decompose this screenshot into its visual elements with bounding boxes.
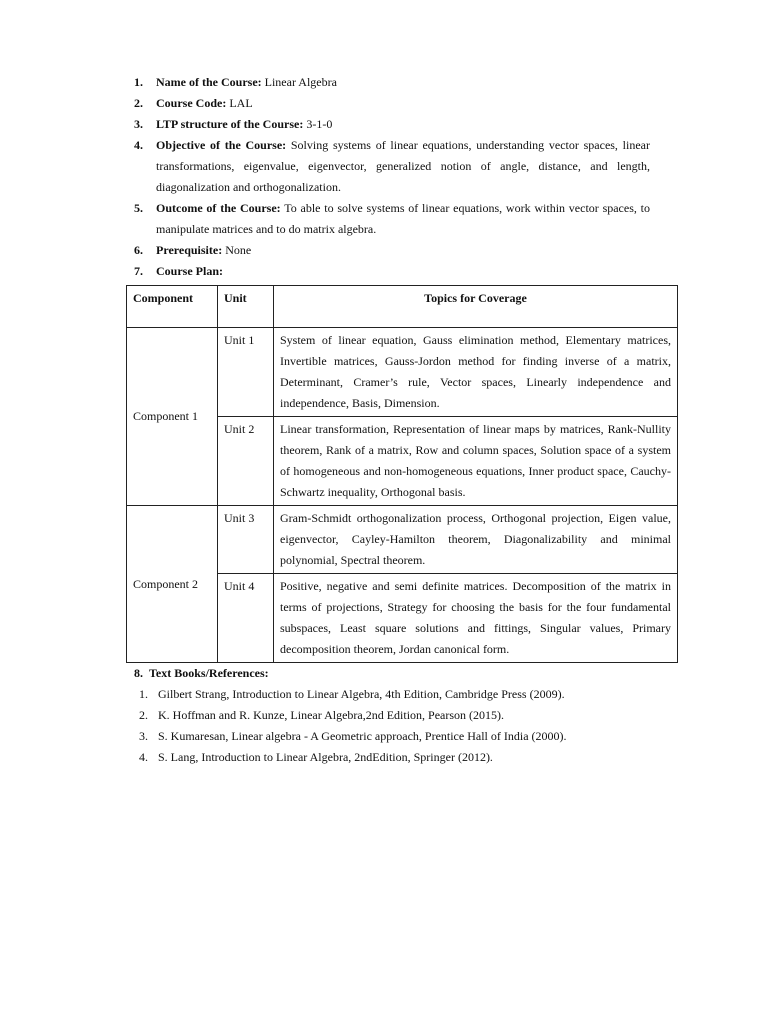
references-list [139, 684, 659, 768]
course-code-item [134, 93, 650, 114]
prerequisite-item [134, 240, 650, 261]
topics-cell: Gram-Schmidt orthogonalization process, Orthogonal projection, Eigen value, eigenvector, Cayley-Hamilton theorem, Diagonalizability and minimal polynomial, Spectral theorem. [274, 506, 678, 574]
item-number: 2. [134, 96, 143, 110]
item-number: 4. [134, 138, 143, 152]
reference-text: S. Lang, Introduction to Linear Algebra, 2ndEdition, Springer (2012). [158, 750, 493, 764]
header-topics: Topics for Coverage [274, 286, 678, 328]
reference-item [139, 684, 659, 705]
course-name-item [134, 72, 650, 93]
item-number: 8. [134, 666, 143, 680]
item-number: 1. [134, 75, 143, 89]
topics-cell: Linear transformation, Representation of linear maps by matrices, Rank-Nullity theorem, Rank of a matrix, Row and column spaces, Solution space of a system of homogeneous and non-homogeneous equations, Inner product space, Cauchy-Schwartz inequality, Orthogonal basis. [274, 417, 678, 506]
item-label: Text Books/References: [149, 666, 269, 680]
reference-text: S. Kumaresan, Linear algebra - A Geometric approach, Prentice Hall of India (2000). [158, 729, 567, 743]
item-text: None [222, 243, 252, 257]
topics-cell: Positive, negative and semi definite matrices. Decomposition of the matrix in terms of projections, Strategy for choosing the basis for the four fundamental subspaces, Least square solutions and fittings, Singular values, Primary decomposition theorem, Jordan canonical form. [274, 574, 678, 663]
course-plan-item [134, 261, 650, 282]
unit-cell: Unit 4 [218, 574, 274, 663]
reference-item [139, 726, 659, 747]
reference-number: 1. [139, 687, 148, 701]
header-component: Component [127, 286, 218, 328]
item-number: 5. [134, 201, 143, 215]
item-text: LAL [226, 96, 253, 110]
item-number: 7. [134, 264, 143, 278]
reference-text: Gilbert Strang, Introduction to Linear Algebra, 4th Edition, Cambridge Press (2009). [158, 687, 565, 701]
course-details-list [134, 72, 650, 282]
item-text: To able to solve systems of linear equations, work within vector spaces, to manipulate matrices and to do matrix algebra. [156, 201, 650, 236]
reference-number: 4. [139, 750, 148, 764]
unit-cell: Unit 2 [218, 417, 274, 506]
topics-cell: System of linear equation, Gauss elimination method, Elementary matrices, Invertible matrices, Gauss-Jordon method for finding inverse of a matrix, Determinant, Cramer’s rule, Vector spaces, Linearly independence and independence, Basis, Dimension. [274, 328, 678, 417]
unit-cell: Unit 3 [218, 506, 274, 574]
item-label: LTP structure of the Course: [156, 117, 304, 131]
item-text: 3-1-0 [303, 117, 333, 131]
reference-number: 2. [139, 708, 148, 722]
item-number: 6. [134, 243, 143, 257]
header-unit: Unit [218, 286, 274, 328]
reference-item [139, 705, 659, 726]
course-plan-table [126, 285, 678, 663]
item-label: Outcome of the Course: [156, 201, 281, 215]
objective-item [134, 135, 650, 198]
outcome-item [134, 198, 650, 240]
reference-number: 3. [139, 729, 148, 743]
ltp-structure-item [134, 114, 650, 135]
unit-cell: Unit 1 [218, 328, 274, 417]
table-header-row [127, 286, 678, 328]
item-label: Name of the Course: [156, 75, 262, 89]
item-label: Prerequisite: [156, 243, 223, 257]
item-text: Linear Algebra [261, 75, 337, 89]
item-number: 3. [134, 117, 143, 131]
component-cell: Component 1 [127, 328, 218, 506]
reference-item [139, 747, 659, 768]
reference-text: K. Hoffman and R. Kunze, Linear Algebra,2nd Edition, Pearson (2015). [158, 708, 505, 722]
item-label: Course Plan: [156, 264, 223, 278]
table-row [127, 328, 678, 417]
table-row [127, 506, 678, 574]
component-cell: Component 2 [127, 506, 218, 663]
item-text: Solving systems of linear equations, understanding vector spaces, linear transformations, eigenvalue, eigenvector, generalized notion of angle, distance, and length, diagonalization and orthogonalization. [156, 138, 650, 194]
item-label: Course Code: [156, 96, 227, 110]
references-heading [134, 663, 269, 684]
item-label: Objective of the Course: [156, 138, 287, 152]
